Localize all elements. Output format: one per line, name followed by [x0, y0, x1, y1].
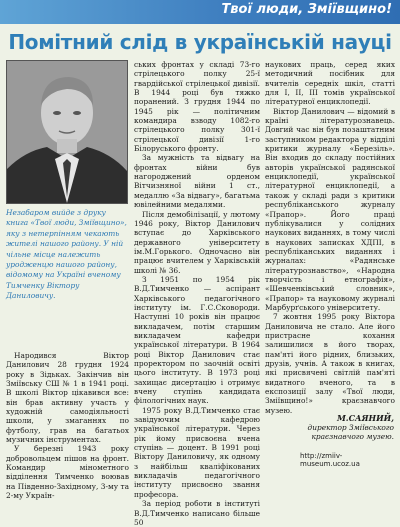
author-name: М.САЯНИЙ,: [336, 413, 394, 423]
paragraph: наукових праць, серед яких методичний посібник для вчителів середніх шкіл, статті для І, ІІ, ІІІ томів української літературної енциклопедії.: [265, 60, 395, 107]
paragraph: З 1951 по 1954 рік В.Д.Тимченко — аспірант Харківського педагогічного інституту ім. Г.С.Сковороди. Наступні 10 років він працює викладачем, потім старшим викладачем кафедри української літератури. В 1964 році Віктор Данилович стає проректором по заочній освіті цього інституту. В 1973 році захищає дисертацію і отримує вчену ступінь кандидата філологічних наук.: [134, 274, 260, 406]
paragraph: ських фронтах у складі 73-го стрілецького полку 25-ї гвардійської стрілецької дивізії. В 1944 році був тяжко поранений. З грудня 1944 по 1945 рік — політичним командира взводу 1082-го стрілецького полку 301-ї стрілецької дивізії 1-го Білоруського фронту.: [134, 60, 260, 154]
article-column-3: [265, 60, 395, 415]
portrait-photo-icon: [7, 61, 127, 203]
header-banner: [0, 0, 400, 24]
article-column-2: [134, 60, 260, 527]
paragraph: У березні 1943 року добровольцем пішов на фронт. Командир мінометного відділення Тимченко воював на Південно-Західному, 3-му та 2-му Україн-: [6, 444, 129, 501]
author-signature: [308, 414, 394, 441]
paragraph: 7 жовтня 1995 року Віктора Даниловича не стало. Але його пристрасне кохання залишилися в його творах, пам'яті його рідних, близьких, друзів, учнів. А також в книгах, які присвячені світлій пам'яті видатного вченого, та в експозиції залу «Твої люди, Зміївщино!» краєзнавчого музею.: [265, 312, 395, 415]
paragraph: Народився Віктор Данилович 28 грудня 1924 року в Зідьках. Закінчив він Зміївську СШ № 1 в 1941 році. В школі Віктор цікавився все: він брав активну участь у художній самодіяльності школи, у змаганнях по футболу, грав на багатьох музичних інструментах.: [6, 351, 129, 445]
author-role: директор Зміївського: [307, 423, 394, 432]
paragraph: Після демобілізації, у лютому 1946 року, Віктор Данилович вступає до Харківського державного університету ім.М.Горького. Одночасно він працює вчителем у Харківській школі № 36.: [134, 209, 260, 275]
portrait-photo: [6, 60, 128, 204]
article-title: Помітний слід в українській науці: [8, 30, 392, 54]
article-column-1: [6, 351, 129, 501]
paragraph: За період роботи в інституті В.Д.Тимченко написано більше 50: [134, 499, 260, 527]
photo-caption: Незабаром вийде з друку книга «Твої люди, Зміївщино», яку з нетерпінням чекають жителі нашого району. У ній чільне місце належить уродженцю нашого району, відомому на Україні вченому Тимченку Віктору Даниловичу.: [6, 208, 127, 301]
watermark-url: http://zmiiv-museum.ucoz.ua: [300, 452, 360, 468]
author-org: краєзнавчого музею.: [311, 432, 394, 441]
banner-title: Твої люди, Зміївщино!: [221, 2, 392, 17]
paragraph: Віктор Данилович — відомий в країні літературознавець. Довгий час він був позаштатним заступником редактора у відділі критики журналу «Березіль». Він входив до складу постійних авторів української радянської енциклопедії, української літературної енциклопедії, а також у складі ради з критики республіканського журналу «Прапор». Його праці публікувалися у солідних наукових виданнях, в тому числі в наукових записках ХДПІ, в республіканських виданнях і журналах: «Радянське літературознавство», «Народна творчість і етнографія», «Шевченківський словник», «Прапор» та науковому журналі Марбурґського університету.: [265, 106, 395, 312]
paragraph: За мужність та відвагу на фронтах війни був нагороджений орденом Вітчизняної війни 1 ст., медаллю «За відвагу», багатьма ювілейними медалями.: [134, 153, 260, 210]
paragraph: 1975 року В.Д.Тимченко стає завідуючим кафедрою української літератури. Через рік йому присвоєна вчена ступінь — доцент. В 1991 році Віктору Даниловичу, як одному з найбільш кваліфікованих викладачів педагогічного інституту присвоєно звання професора.: [134, 405, 260, 499]
